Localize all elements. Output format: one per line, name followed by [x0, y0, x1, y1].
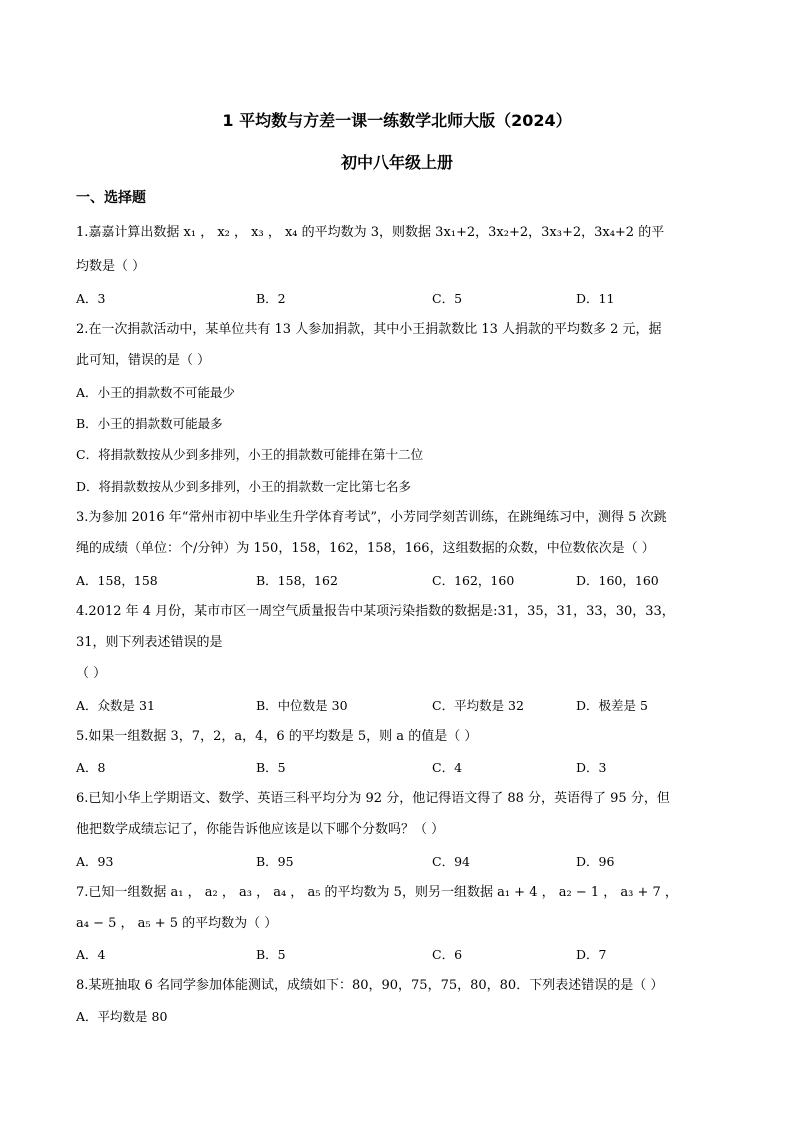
question-2-option-b: B．小王的捐款数可能最多 — [76, 416, 223, 431]
question-2-line-2: 此可知，错误的是（ ） — [76, 353, 211, 368]
question-4-line-3: （ ） — [76, 666, 107, 681]
question-7-line-2: a₄ − 5 ， a₅ + 5 的平均数为（ ） — [76, 916, 278, 931]
question-4-line-1: 4.2012 年 4 月份，某市市区一周空气质量报告中某项污染指数的数据是:31，35，31，33，30，33， — [76, 604, 675, 619]
question-4-option-d: D．极差是 5 — [576, 698, 648, 713]
question-6-line-2: 他把数学成绩忘记了，你能告诉他应该是以下哪个分数吗？（ ） — [76, 822, 445, 837]
question-6-option-a: A．93 — [76, 854, 114, 869]
question-5-line-1: 5.如果一组数据 3，7，2，a，4，6 的平均数是 5，则 a 的值是（ ） — [76, 729, 478, 744]
question-3-option-d: D．160，160 — [576, 573, 659, 588]
question-1-option-a: A．3 — [76, 291, 106, 306]
question-2-option-a: A．小王的捐款数不可能最少 — [76, 385, 236, 400]
question-1-option-b: B．2 — [256, 291, 286, 306]
document-subtitle: 初中八年级上册 — [340, 153, 453, 172]
question-7-option-d: D．7 — [576, 947, 607, 962]
question-6-option-b: B．95 — [256, 854, 294, 869]
question-7-option-a: A．4 — [76, 947, 106, 962]
question-2-option-d: D．将捐款数按从少到多排列，小王的捐款数一定比第七名多 — [76, 479, 412, 494]
question-4-option-b: B．中位数是 30 — [256, 698, 348, 713]
question-4-option-c: C．平均数是 32 — [432, 698, 524, 713]
question-8-line-1: 8.某班抽取 6 名同学参加体能测试，成绩如下：80，90，75，75，80，80．下列表述错误的是（ ） — [76, 978, 664, 993]
section-heading: 一、选择题 — [76, 190, 146, 206]
question-8-option-a: A．平均数是 80 — [76, 1009, 168, 1024]
question-3-option-c: C．162，160 — [432, 573, 515, 588]
question-6-line-1: 6.已知小华上学期语文、数学、英语三科平均分为 92 分，他记得语文得了 88 分，英语得了 95 分，但 — [76, 791, 670, 806]
question-4-line-2: 31，则下列表述错误的是 — [76, 635, 223, 650]
question-3-option-b: B．158，162 — [256, 573, 338, 588]
document-title: 1 平均数与方差一课一练数学北师大版（2024） — [222, 111, 572, 130]
question-7-option-b: B．5 — [256, 947, 286, 962]
question-1-option-c: C．5 — [432, 291, 463, 306]
question-1-line-1: 1.嘉嘉计算出数据 x₁ ， x₂ ， x₃ ， x₄ 的平均数为 3，则数据 3x₁+2，3x₂+2，3x₃+2，3x₄+2 的平 — [76, 225, 665, 240]
question-5-option-b: B．5 — [256, 760, 286, 775]
question-3-line-2: 绳的成绩（单位：个/分钟）为 150，158，162，158，166，这组数据的众数，中位数依次是（ ） — [76, 541, 655, 556]
question-1-line-2: 均数是（ ） — [76, 259, 146, 274]
question-6-option-c: C．94 — [432, 854, 470, 869]
question-3-line-1: 3.为参加 2016 年“常州市初中毕业生升学体育考试”，小芳同学刻苦训练，在跳绳练习中，测得 5 次跳 — [76, 510, 667, 525]
question-2-option-c: C．将捐款数按从少到多排列，小王的捐款数可能排在第十二位 — [76, 447, 424, 462]
question-1-option-d: D．11 — [576, 291, 615, 306]
question-7-line-1: 7.已知一组数据 a₁ ， a₂ ， a₃ ， a₄ ， a₅ 的平均数为 5，则另一组数据 a₁ + 4 ， a₂ − 1 ， a₃ + 7 ， — [76, 885, 678, 900]
question-2-line-1: 2.在一次捐款活动中，某单位共有 13 人参加捐款，其中小王捐款数比 13 人捐款的平均数多 2 元，据 — [76, 322, 662, 337]
question-5-option-a: A．8 — [76, 760, 106, 775]
question-7-option-c: C．6 — [432, 947, 463, 962]
question-3-option-a: A．158，158 — [76, 573, 158, 588]
question-5-option-c: C．4 — [432, 760, 463, 775]
question-4-option-a: A．众数是 31 — [76, 698, 155, 713]
question-5-option-d: D．3 — [576, 760, 607, 775]
question-6-option-d: D．96 — [576, 854, 615, 869]
